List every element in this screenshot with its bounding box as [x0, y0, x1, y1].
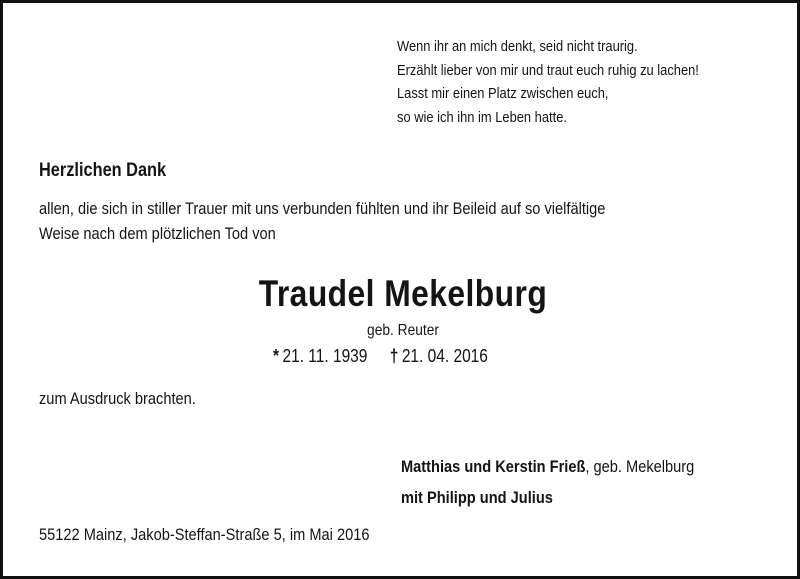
thanks-line: allen, die sich in stiller Trauer mit uns verbunden fühlten und ihr Beileid auf so vielfältige: [39, 199, 606, 218]
poem-line: Lasst mir einen Platz zwischen euch,: [397, 85, 609, 102]
family-maiden-note: , geb. Mekelburg: [585, 457, 695, 476]
poem-line: Erzählt lieber von mir und traut euch ruhig zu lachen!: [397, 61, 699, 79]
family-children: mit Philipp und Julius: [401, 488, 553, 507]
death-date: 21. 04. 2016: [401, 346, 488, 366]
address-line: 55122 Mainz, Jakob-Steffan-Straße 5, im Mai 2016: [39, 525, 370, 544]
family-names: Matthias und Kerstin Frieß: [401, 457, 586, 476]
birth-date: 21. 11. 1939: [282, 346, 368, 366]
family-line: [401, 451, 694, 482]
family-line: [401, 482, 694, 513]
thanks-heading: Herzlichen Dank: [39, 160, 167, 181]
thanks-line: Weise nach dem plötzlichen Tod von: [39, 224, 276, 243]
poem-line: Wenn ihr an mich denkt, seid nicht traurig.: [397, 38, 638, 55]
poem-line: so wie ich ihn im Leben hatte.: [397, 108, 567, 126]
closing-text: zum Ausdruck brachten.: [39, 389, 196, 408]
birth-star-icon: *: [273, 346, 280, 366]
poem: [397, 35, 699, 129]
life-dates: [273, 346, 488, 367]
thanks-text: [39, 196, 605, 246]
death-cross-icon: †: [389, 346, 399, 366]
deceased-name: Traudel Mekelburg: [258, 273, 548, 314]
family-signature: [401, 451, 694, 513]
maiden-name: geb. Reuter: [367, 322, 439, 339]
